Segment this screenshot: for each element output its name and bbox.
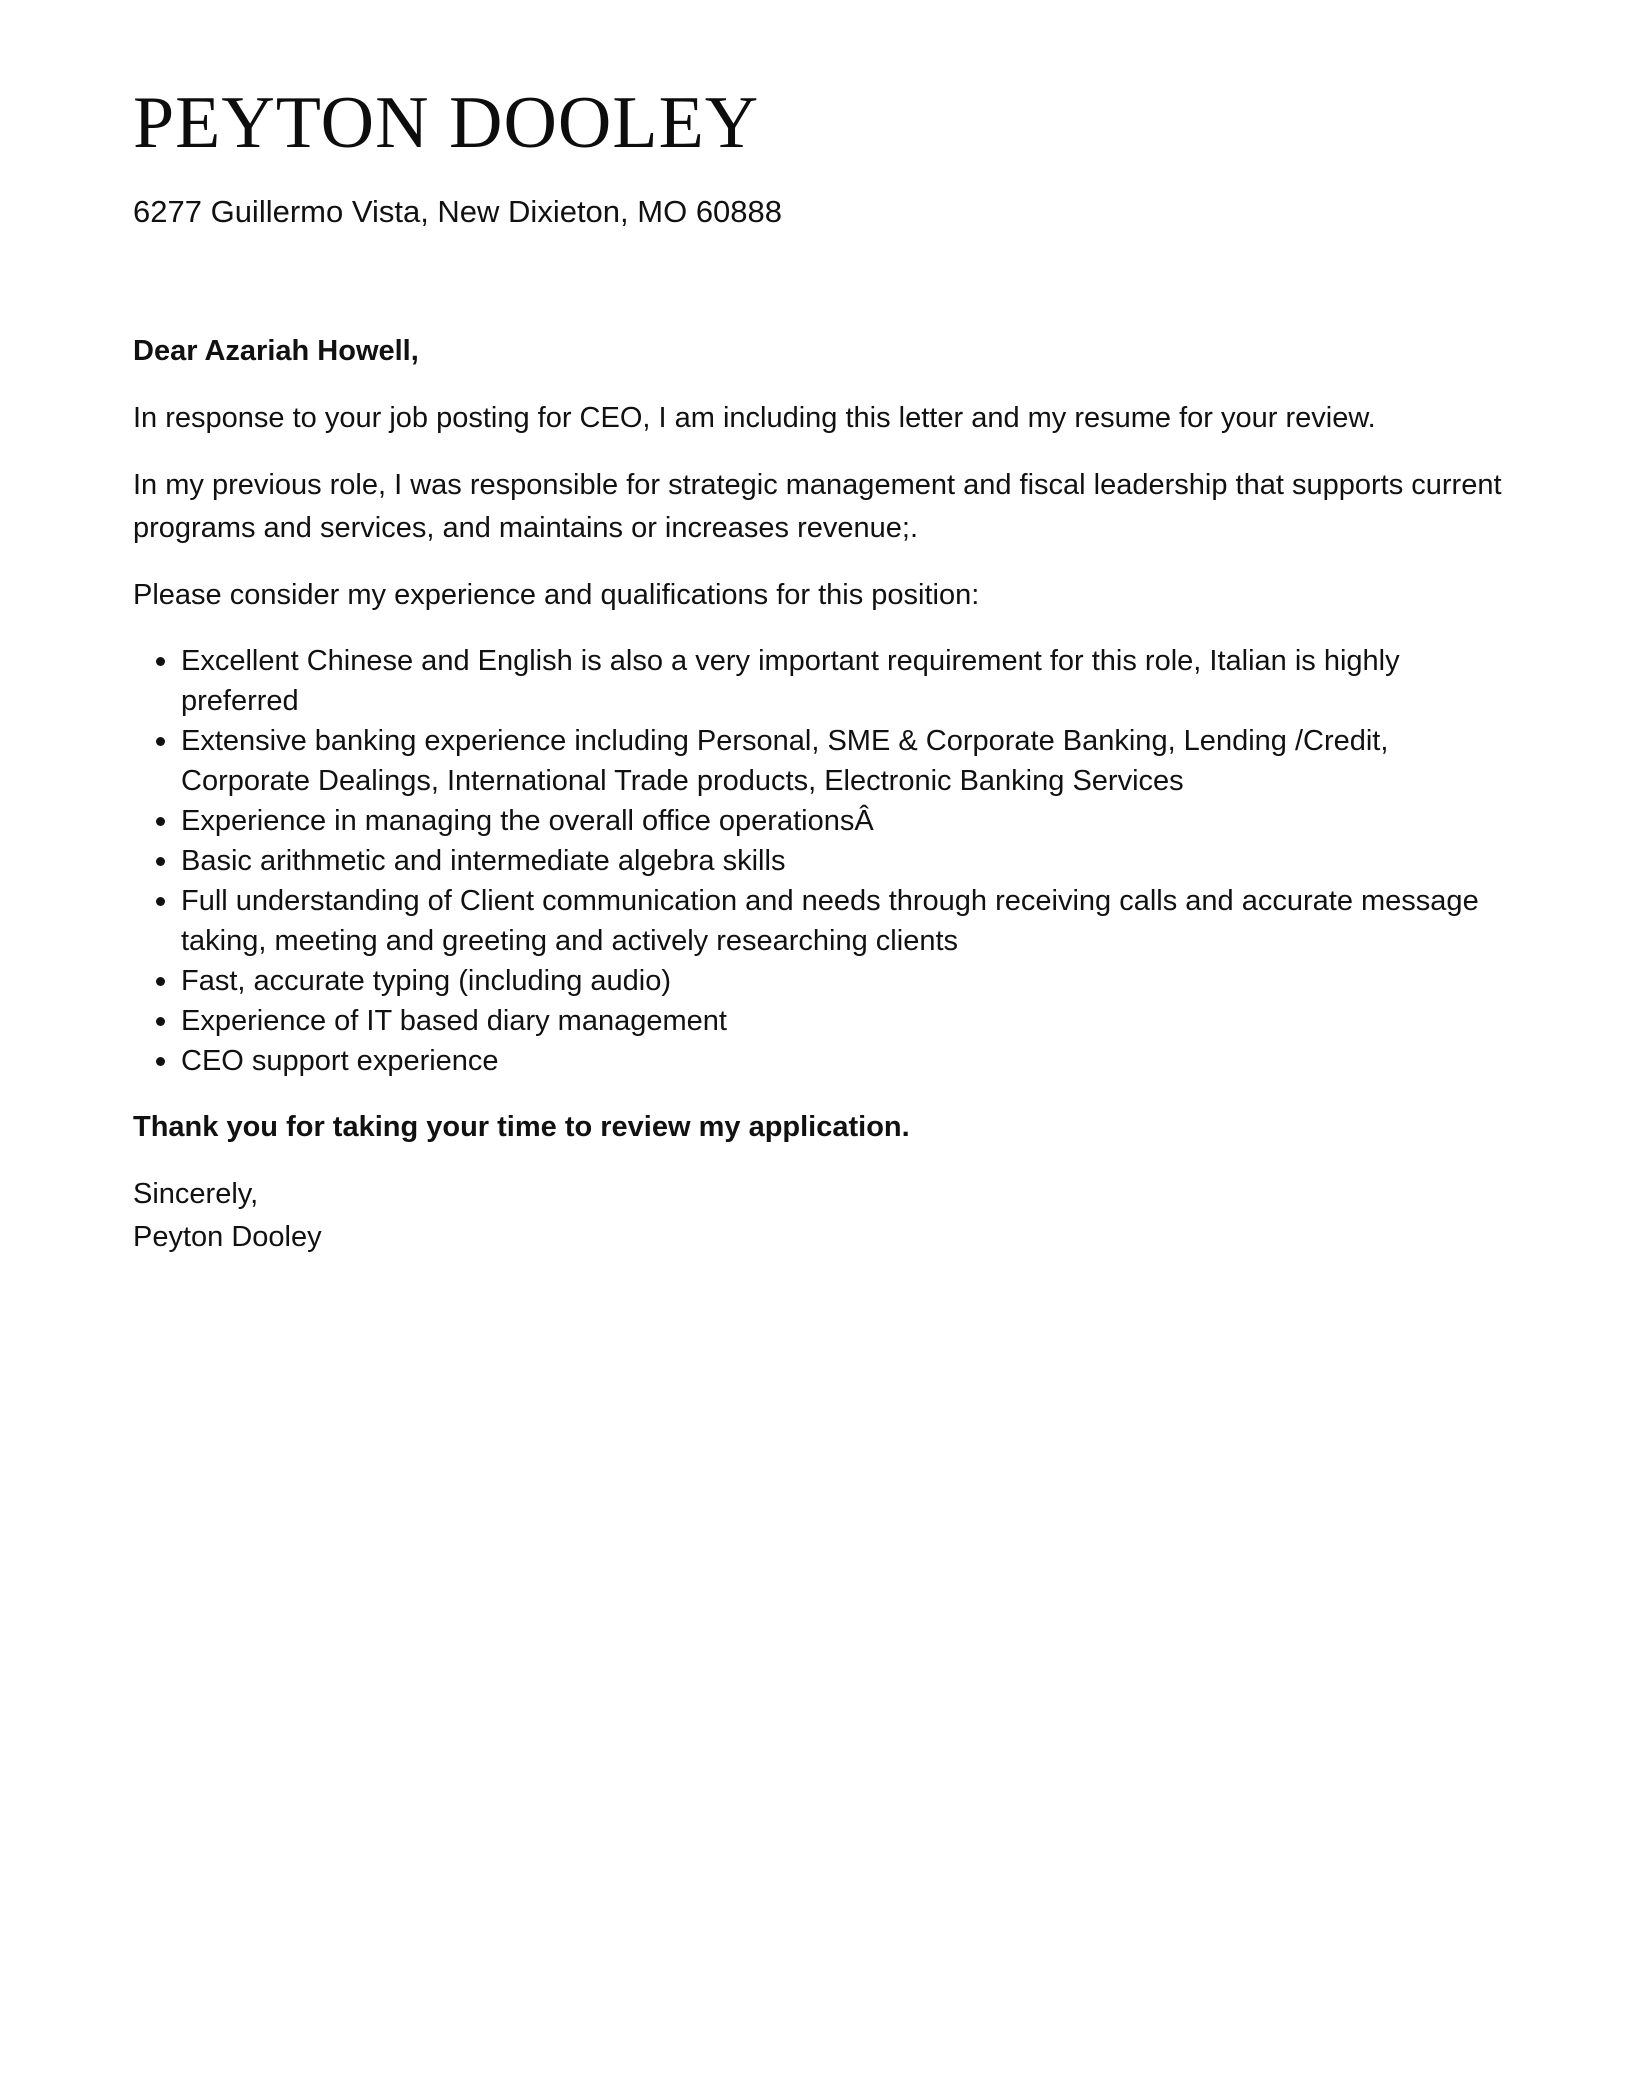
list-item-text: Full understanding of Client communication and needs through receiving calls and accurate message taking, meeting and greeting and actively researching clients — [181, 885, 1479, 957]
list-item-text: Excellent Chinese and English is also a very important requirement for this role, Italian is highly preferred — [181, 645, 1400, 717]
greeting: Dear Azariah Howell, — [133, 335, 419, 367]
bullet-icon — [156, 657, 165, 666]
intro-paragraph: In response to your job posting for CEO, I am including this letter and my resume for your review. — [133, 402, 1376, 434]
letter-body — [133, 330, 1503, 1283]
list-item — [133, 641, 1503, 721]
list-item-text: Fast, accurate typing (including audio) — [181, 965, 672, 997]
bullet-icon — [156, 737, 165, 746]
list-item-text: Extensive banking experience including Personal, SME & Corporate Banking, Lending /Credit, Corporate Dealings, International Trade products, Electronic Banking Services — [181, 725, 1389, 797]
bullet-icon — [156, 817, 165, 826]
signoff — [133, 1173, 1503, 1259]
thank-you-line: Thank you for taking your time to review my application. — [133, 1111, 910, 1143]
list-item — [133, 961, 1503, 1001]
list-item — [133, 881, 1503, 961]
qualifications-list — [133, 641, 1503, 1081]
list-item-text: Experience of IT based diary management — [181, 1005, 727, 1037]
consider-paragraph: Please consider my experience and qualifications for this position: — [133, 579, 980, 611]
list-item — [133, 801, 1503, 841]
list-item-text: Experience in managing the overall office operationsÂ — [181, 805, 874, 837]
closing: Sincerely, — [133, 1178, 259, 1210]
applicant-name: PEYTON DOOLEY — [133, 82, 760, 164]
list-item — [133, 721, 1503, 801]
list-item-text: CEO support experience — [181, 1045, 499, 1077]
applicant-address: 6277 Guillermo Vista, New Dixieton, MO 60888 — [133, 194, 783, 229]
list-item — [133, 841, 1503, 881]
bullet-icon — [156, 1017, 165, 1026]
bullet-icon — [156, 897, 165, 906]
list-item-text: Basic arithmetic and intermediate algebra skills — [181, 845, 786, 877]
bullet-icon — [156, 1057, 165, 1066]
signature: Peyton Dooley — [133, 1221, 322, 1253]
bullet-icon — [156, 857, 165, 866]
list-item — [133, 1041, 1503, 1081]
bullet-icon — [156, 977, 165, 986]
list-item — [133, 1001, 1503, 1041]
previous-role-paragraph: In my previous role, I was responsible for strategic management and fiscal leadership that supports current programs and services, and maintains or increases revenue;. — [133, 469, 1502, 544]
